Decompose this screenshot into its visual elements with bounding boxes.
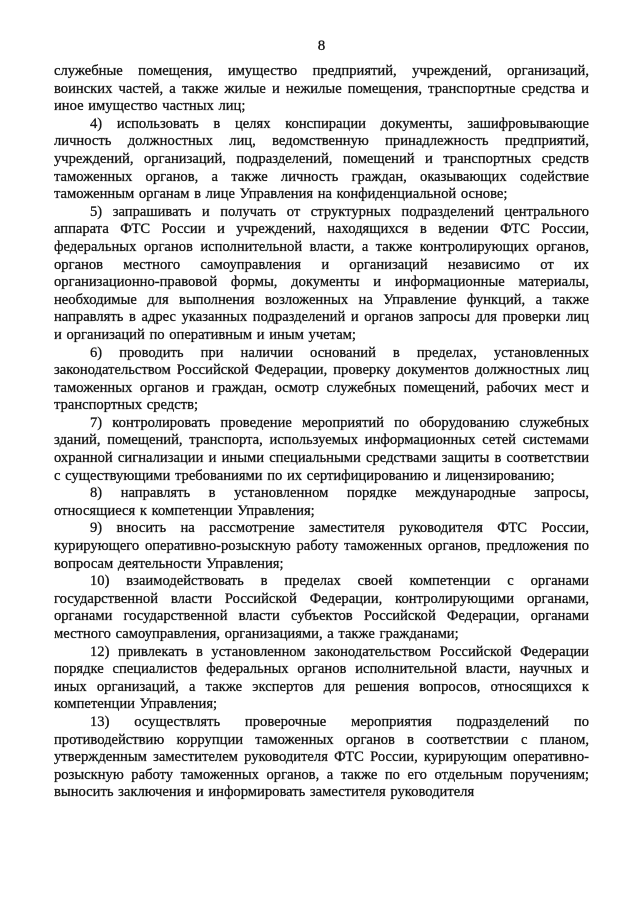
paragraph-item-6: 6) проводить при наличии оснований в пределах, установленных законодательством Российской Федерации, проверку документов должностных лиц таможенных органов и граждан, осмотр служебных помещений, рабочих мест и транспортных средств; bbox=[54, 344, 589, 414]
paragraph-item-4: 4) использовать в целях конспирации документы, зашифровывающие личность должностных лиц, ведомственную принадлежность предприятий, учреждений, организаций, подразделений, помещений и транспортных средств таможенных органов, а также личность граждан, оказывающих содействие таможенным органам в лице Управления на конфиденциальной основе; bbox=[54, 115, 589, 203]
paragraph-item-5: 5) запрашивать и получать от структурных подразделений центрального аппарата ФТС России и учреждений, находящихся в ведении ФТС России, федеральных органов исполнительной власти, а также контролирующих органов, органов местного самоуправления и организаций независимо от их организационно-правовой формы, документы и информационные материалы, необходимые для выполнения возложенных на Управление функций, а также направлять в адрес указанных подразделений и органов запросы для проверки лиц и организаций по оперативным и иным учетам; bbox=[54, 203, 589, 343]
paragraph-item-8: 8) направлять в установленном порядке международные запросы, относящиеся к компетенции Управления; bbox=[54, 485, 589, 519]
paragraph-item-7: 7) контролировать проведение мероприятий по оборудованию служебных зданий, помещений, транспорта, используемых информационных сетей системами охранной сигнализации и иными специальными средствами защиты в соответствии с существующими требованиями по их сертифицированию и лицензированию; bbox=[54, 414, 589, 484]
document-body bbox=[54, 63, 589, 802]
paragraph-item-10: 10) взаимодействовать в пределах своей компетенции с органами государственной власти Российской Федерации, контролирующими органами, органами государственной власти субъектов Российской Федерации, органами местного самоуправления, организациями, а также гражданами; bbox=[54, 573, 589, 642]
paragraph-item-13: 13) осуществлять проверочные мероприятия подразделений по противодействию коррупции таможенных органов в соответствии с планом, утвержденным заместителем руководителя ФТС России, курирующим оперативно-розыскную работу таможенных органов, а также по его отдельным поручениям; выносить заключения и информировать заместителя руководителя bbox=[54, 713, 589, 801]
paragraph-item-9: 9) вносить на рассмотрение заместителя руководителя ФТС России, курирующего оперативно-розыскную работу таможенных органов, предложения по вопросам деятельности Управления; bbox=[54, 520, 589, 572]
paragraph: служебные помещения, имущество предприятий, учреждений, организаций, воинских частей, а также жилые и нежилые помещения, транспортные средства и иное имущество частных лиц; bbox=[54, 63, 589, 115]
page-number: 8 bbox=[317, 38, 326, 54]
paragraph-item-12: 12) привлекать в установленном законодательством Российской Федерации порядке специалистов федеральных органов исполнительной власти, научных и иных организаций, а также экспертов для решения вопросов, относящихся к компетенции Управления; bbox=[54, 643, 589, 713]
